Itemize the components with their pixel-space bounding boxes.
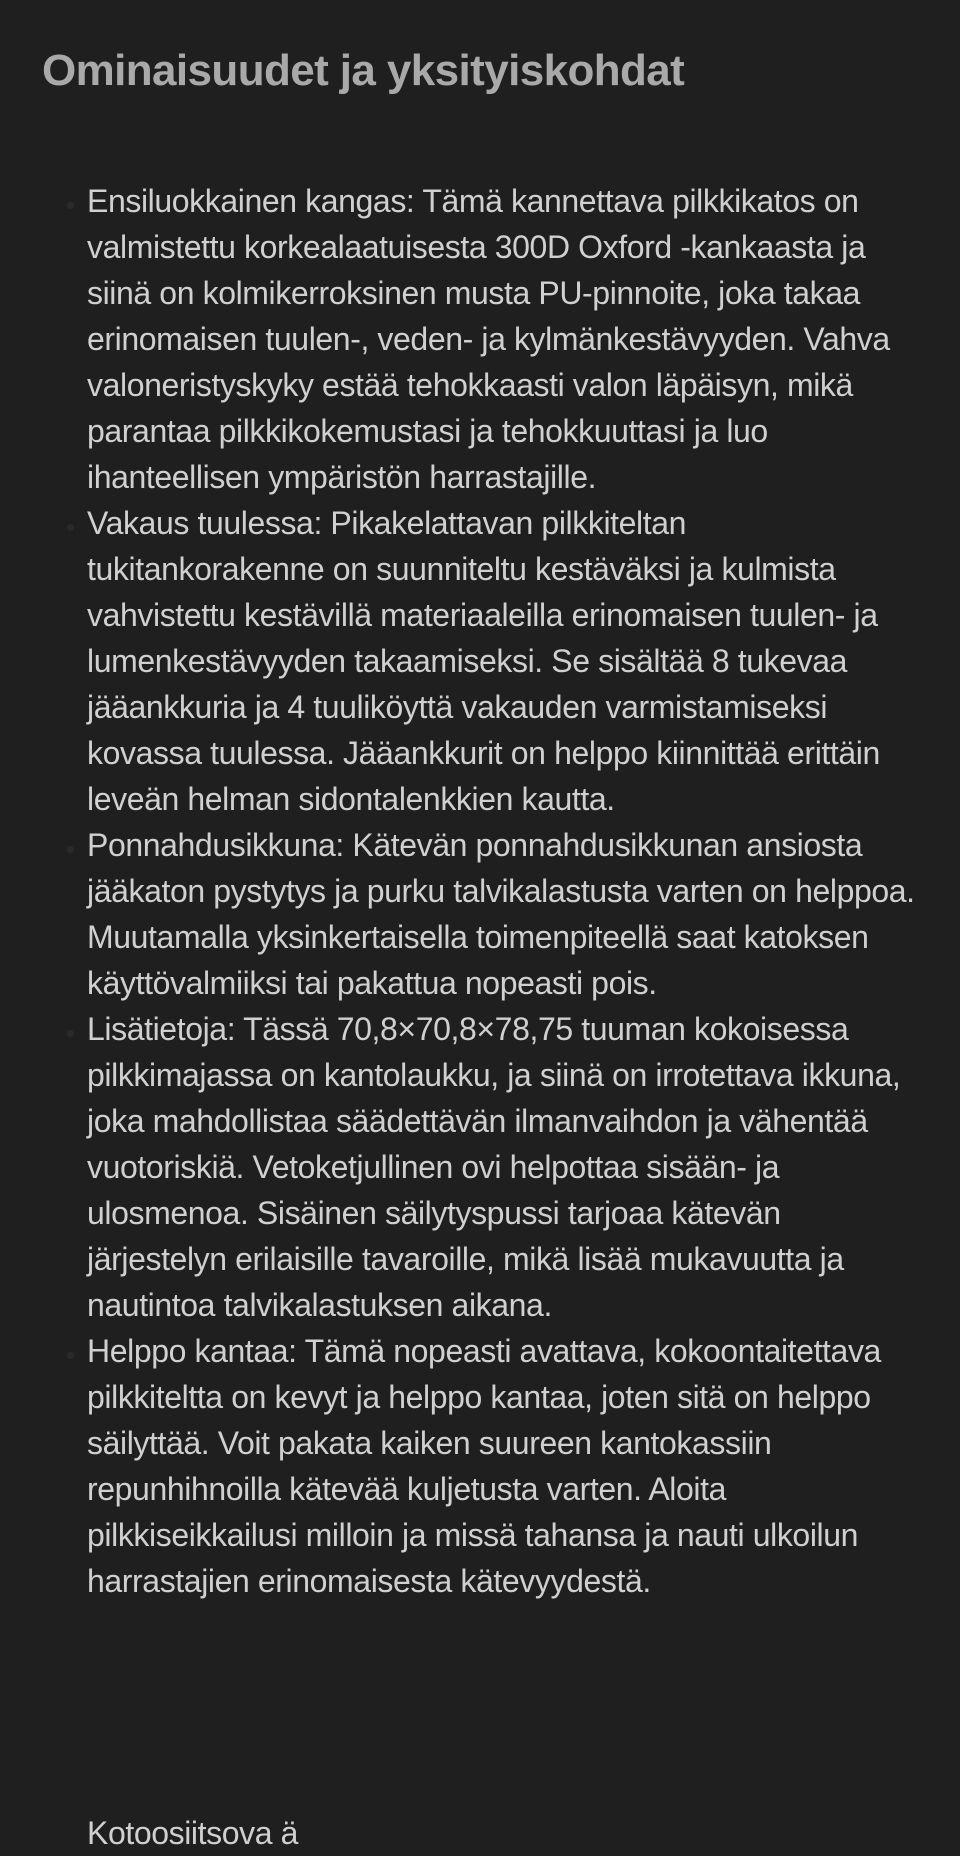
feature-item-fabric: • Ensiluokkainen kangas: Tämä kannettava pilkkikatos on valmistettu korkealaatuisesta 300D Oxford -kankaasta ja siinä on kolmikerroksinen musta PU-pinnoite, joka takaa erinomaisen tuulen-, veden- ja kylmänkestävyyden. Vahva valoneristyskyky estää tehokkaasti valon läpäisyn, mikä parantaa pilkkikokemustasi ja tehokkuuttasi ja luo ihanteellisen ympäristön harrastajille. — [87, 178, 920, 500]
partial-next-text: Kotoosiitsova ä — [87, 1815, 299, 1851]
feature-item-additional-info: • Lisätietoja: Tässä 70,8×70,8×78,75 tuuman kokoisessa pilkkimajassa on kantolaukku, ja siinä on irrotettava ikkuna, joka mahdollistaa säädettävän ilmanvaihdon ja vähentää vuotoriskiä. Vetoketjullinen ovi helpottaa sisään- ja ulosmenoa. Sisäinen säilytyspussi tarjoaa kätevän järjestelyn erilaisille tavaroille, mikä lisää mukavuutta ja nautintoa talvikalastuksen aikana. — [87, 1006, 920, 1328]
feature-item-pop-up: • Ponnahdusikkuna: Kätevän ponnahdusikkunan ansiosta jääkaton pystytys ja purku talvikalastusta varten on helppoa. Muutamalla yksinkertaisella toimenpiteellä saat katoksen käyttövalmiiksi tai pakattua nopeasti pois. — [87, 822, 920, 1006]
section-title: Ominaisuudet ja yksityiskohdat — [42, 46, 685, 95]
feature-item-wind-stability: • Vakaus tuulessa: Pikakelattavan pilkkiteltan tukitankorakenne on suunniteltu kestäväksi ja kulmista vahvistettu kestävillä materiaaleilla erinomaisen tuulen- ja lumenkestävyyden takaamiseksi. Se sisältää 8 tukevaa jääankkuria ja 4 tuuliköyttä vakauden varmistamiseksi kovassa tuulessa. Jääankkurit on helppo kiinnittää erittäin leveän helman sidontalenkkien kautta. — [87, 500, 920, 822]
feature-item-portability: • Helppo kantaa: Tämä nopeasti avattava, kokoontaitettava pilkkiteltta on kevyt ja helppo kantaa, joten sitä on helppo säilyttää. Voit pakata kaiken suureen kantokassiin repunhihnoilla kätevää kuljetusta varten. Aloita pilkkiseikkailusi milloin ja missä tahansa ja nauti ulkoilun harrastajien erinomaisesta kätevyydestä. — [87, 1328, 920, 1604]
feature-list — [42, 178, 920, 1604]
